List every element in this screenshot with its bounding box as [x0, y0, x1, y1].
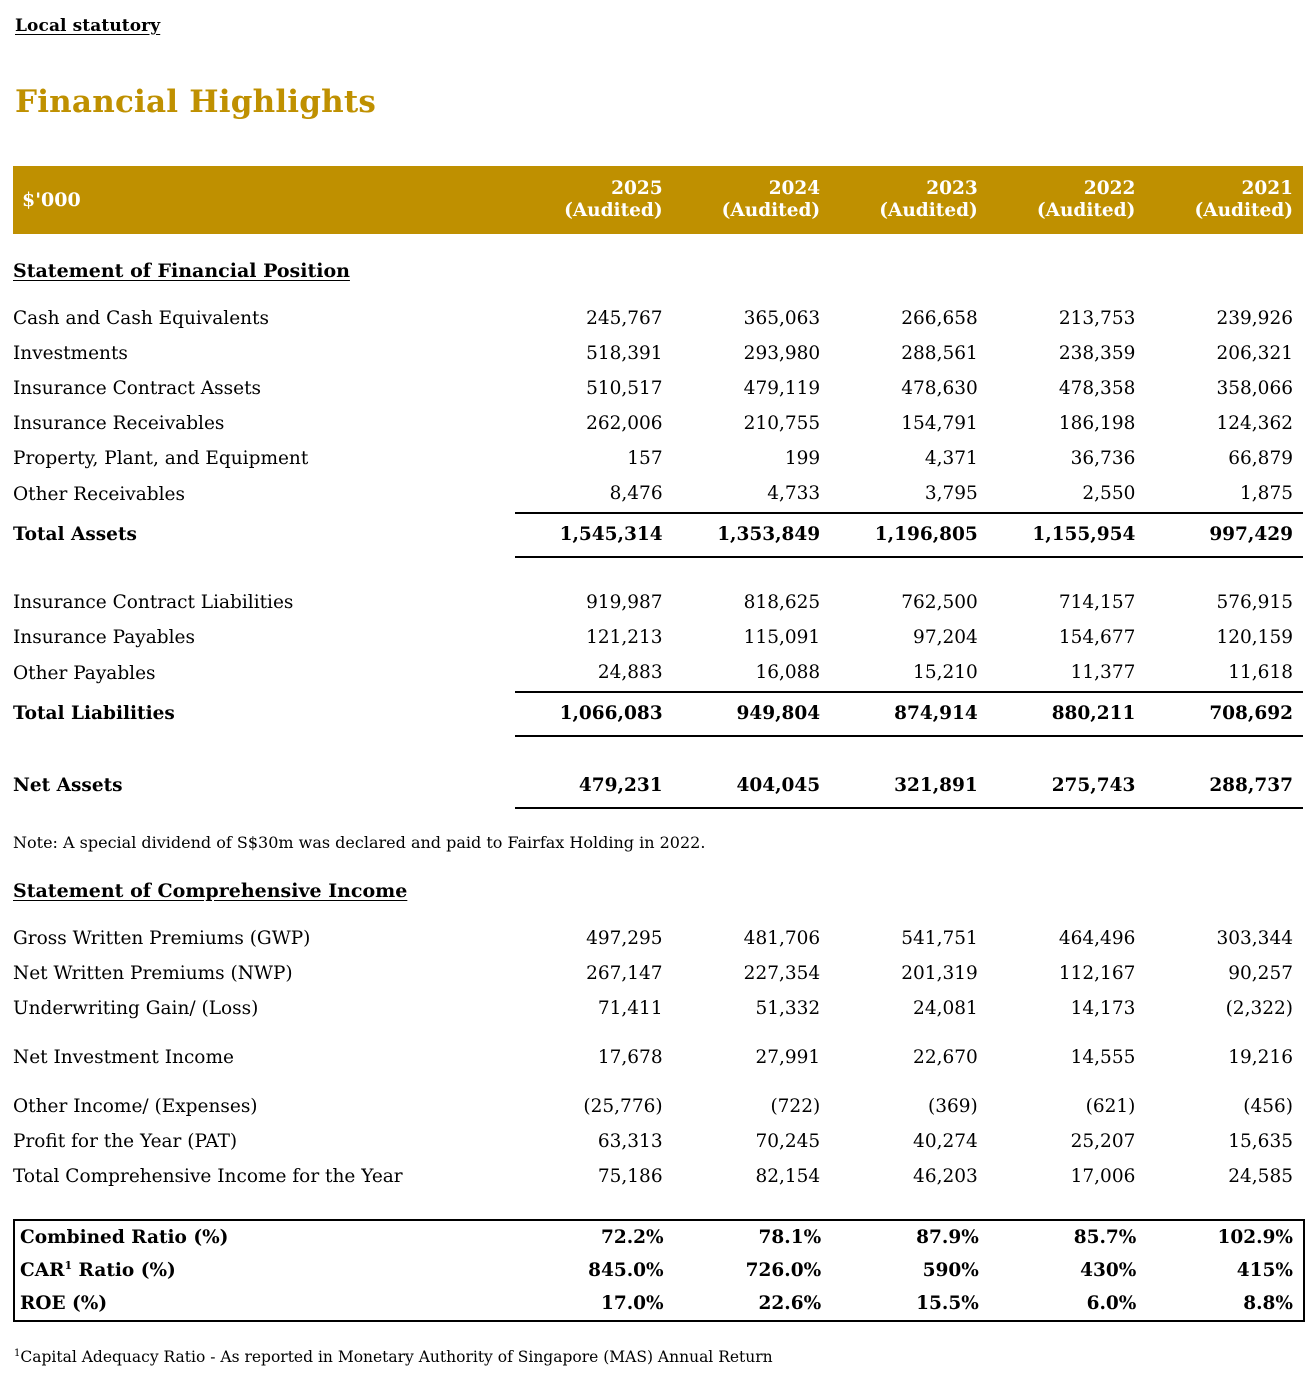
cell-2024: 404,045 — [673, 765, 831, 808]
spacer — [13, 736, 1303, 765]
column-year: 2024 — [768, 178, 821, 200]
cell-2021: 8.8% — [1243, 1293, 1293, 1314]
cell-2023: 3,795 — [924, 483, 978, 505]
cell-2022: 14,173 — [1070, 998, 1136, 1020]
row-label: Property, Plant, and Equipment — [13, 448, 309, 470]
table-row — [13, 621, 1303, 656]
cell-2022: 36,736 — [1070, 448, 1136, 470]
spacer — [13, 908, 1303, 922]
row-label: Insurance Contract Assets — [13, 378, 262, 400]
row-label — [14, 1254, 516, 1287]
cell-2025: 245,767 — [586, 308, 663, 330]
cell-2022: 6.0% — [1086, 1293, 1137, 1314]
cell-2025: 72.2% — [600, 1227, 664, 1248]
cell-2022: 11,377 — [1070, 662, 1136, 684]
row-label: Total Liabilities — [13, 702, 175, 724]
cell-2024: 210,755 — [743, 413, 821, 435]
footnote-marker: 1 — [64, 1258, 73, 1272]
cell-2022: 2,550 — [1082, 483, 1136, 505]
cell-2022: 430% — [1080, 1260, 1137, 1281]
cell-2025: 8,476 — [609, 483, 663, 505]
column-header-2024 — [673, 166, 831, 234]
cell-2025: 75,186 — [597, 1166, 663, 1188]
table-row — [13, 337, 1303, 372]
row-label: Total Comprehensive Income for the Year — [13, 1166, 403, 1188]
column-year: 2022 — [1083, 178, 1136, 200]
cell-2023: 46,203 — [913, 1166, 978, 1188]
table-row — [13, 1125, 1303, 1160]
ratio-row-car — [14, 1254, 1304, 1287]
cell-2024: 726.0% — [745, 1260, 822, 1281]
footnote — [14, 1348, 773, 1366]
cell-2021: (456) — [1243, 1096, 1293, 1118]
row-label: ROE (%) — [20, 1293, 108, 1314]
column-status: (Audited) — [721, 200, 821, 221]
cell-2023: (369) — [928, 1096, 978, 1118]
cell-2025: 267,147 — [586, 963, 663, 985]
cell-2022: 154,677 — [1058, 627, 1136, 649]
cell-2023: 154,791 — [901, 413, 978, 435]
cell-2024: 949,804 — [673, 692, 831, 736]
cell-2023: 4,371 — [924, 448, 978, 470]
section-title-financial-position: Statement of Financial Position — [13, 260, 350, 282]
table-row — [13, 922, 1303, 957]
cell-2021: 415% — [1236, 1260, 1293, 1281]
cell-2022: 714,157 — [1058, 592, 1136, 614]
cell-2021: 24,585 — [1228, 1166, 1293, 1188]
cell-2022: 464,496 — [1058, 928, 1136, 950]
cell-2023: 288,561 — [901, 343, 978, 365]
row-label-post: Ratio (%) — [72, 1260, 176, 1281]
row-label: Other Income/ (Expenses) — [13, 1096, 258, 1118]
cell-2023: 762,500 — [901, 592, 978, 614]
cell-2023: 478,630 — [901, 378, 978, 400]
cell-2022: 85.7% — [1073, 1227, 1137, 1248]
row-label: Insurance Payables — [13, 627, 195, 649]
cell-2022: 275,743 — [988, 765, 1146, 808]
row-label: Gross Written Premiums (GWP) — [13, 928, 311, 950]
column-status: (Audited) — [564, 200, 663, 221]
spacer — [13, 1076, 1303, 1090]
cell-2022: 880,211 — [988, 692, 1146, 736]
column-header-2023 — [830, 166, 988, 234]
cell-2021: 576,915 — [1216, 592, 1293, 614]
column-header-2022 — [988, 166, 1146, 234]
cell-2023: 874,914 — [830, 692, 988, 736]
cell-2024: 365,063 — [743, 308, 821, 330]
cell-2023: 15,210 — [913, 662, 978, 684]
table-row — [13, 1090, 1303, 1125]
cell-2022: 186,198 — [1058, 413, 1136, 435]
cell-2024: 1,353,849 — [673, 513, 831, 557]
row-label: Net Written Premiums (NWP) — [13, 963, 293, 985]
cell-2023: 22,670 — [913, 1047, 978, 1069]
cell-2025: 919,987 — [586, 592, 663, 614]
cell-2021: 90,257 — [1228, 963, 1293, 985]
column-status: (Audited) — [1194, 200, 1293, 221]
column-status: (Audited) — [1036, 200, 1136, 221]
ratio-row-roe — [14, 1287, 1304, 1321]
column-year: 2025 — [611, 178, 663, 200]
column-year: 2021 — [1241, 178, 1293, 200]
row-label: Cash and Cash Equivalents — [13, 308, 269, 330]
row-label: Insurance Contract Liabilities — [13, 592, 294, 614]
column-header-2021 — [1145, 166, 1303, 234]
cell-2021: 708,692 — [1145, 692, 1303, 736]
cell-2024: 27,991 — [755, 1047, 821, 1069]
row-label-pre: CAR — [20, 1260, 65, 1281]
footnote-text: Capital Adequacy Ratio - As reported in Monetary Authority of Singapore (MAS) Annual Return — [20, 1348, 773, 1366]
column-status: (Audited) — [879, 200, 978, 221]
cell-2025: 24,883 — [597, 662, 663, 684]
table-row — [13, 442, 1303, 477]
row-label: Combined Ratio (%) — [20, 1227, 229, 1248]
cell-2022: 14,555 — [1070, 1047, 1136, 1069]
cell-2022: 1,155,954 — [988, 513, 1146, 557]
cell-2024: 818,625 — [743, 592, 821, 614]
column-header-2025 — [515, 166, 673, 234]
cell-2025: 1,545,314 — [515, 513, 673, 557]
row-label: Net Assets — [13, 775, 123, 797]
table-row — [13, 656, 1303, 692]
cell-2023: 590% — [922, 1260, 979, 1281]
row-label: Other Payables — [13, 662, 156, 684]
row-label: Investments — [13, 343, 128, 365]
cell-2023: 1,196,805 — [830, 513, 988, 557]
cell-2023: 15.5% — [916, 1293, 979, 1314]
cell-2025: 845.0% — [588, 1260, 664, 1281]
cell-2025: 479,231 — [515, 765, 673, 808]
cell-2024: 82,154 — [755, 1166, 821, 1188]
section-title-comprehensive-income: Statement of Comprehensive Income — [13, 880, 408, 902]
cell-2022: 17,006 — [1070, 1166, 1136, 1188]
page-kicker: Local statutory — [15, 16, 161, 36]
cell-2023: 87.9% — [916, 1227, 979, 1248]
row-label: Underwriting Gain/ (Loss) — [13, 998, 259, 1020]
row-label: Net Investment Income — [13, 1047, 234, 1069]
cell-2025: 17.0% — [600, 1293, 664, 1314]
cell-2024: 16,088 — [755, 662, 821, 684]
table-row-total-assets — [13, 513, 1303, 557]
cell-2024: 293,980 — [743, 343, 821, 365]
cell-2023: 201,319 — [901, 963, 978, 985]
column-year: 2023 — [926, 178, 978, 200]
cell-2022: (621) — [1085, 1096, 1136, 1118]
cell-2023: 24,081 — [913, 998, 978, 1020]
cell-2024: 227,354 — [743, 963, 821, 985]
section-heading-row — [13, 234, 1303, 288]
cell-2025: 518,391 — [586, 343, 663, 365]
table-row — [13, 372, 1303, 407]
cell-2021: 15,635 — [1228, 1131, 1293, 1153]
cell-2022: 238,359 — [1058, 343, 1136, 365]
cell-2021: 66,879 — [1228, 448, 1293, 470]
cell-2021: 288,737 — [1145, 765, 1303, 808]
dividend-note: Note: A special dividend of S$30m was declared and paid to Fairfax Holding in 2022. — [13, 833, 706, 852]
row-label: Total Assets — [13, 523, 137, 545]
cell-2024: 479,119 — [743, 378, 821, 400]
cell-2024: 4,733 — [767, 483, 821, 505]
footnote-marker: 1 — [14, 1347, 21, 1359]
cell-2025: 497,295 — [586, 928, 663, 950]
cell-2021: 358,066 — [1216, 378, 1293, 400]
cell-2024: 22.6% — [758, 1293, 822, 1314]
note-row — [13, 808, 1303, 854]
section-heading-row — [13, 854, 1303, 908]
cell-2021: 997,429 — [1145, 513, 1303, 557]
cell-2025: 17,678 — [597, 1047, 663, 1069]
unit-label: $'000 — [13, 166, 515, 234]
cell-2021: (2,322) — [1225, 998, 1293, 1020]
cell-2024: 199 — [784, 448, 821, 470]
spacer — [13, 288, 1303, 302]
cell-2024: (722) — [770, 1096, 821, 1118]
table-row — [13, 407, 1303, 442]
cell-2024: 78.1% — [758, 1227, 822, 1248]
key-ratios-table — [13, 1219, 1305, 1322]
cell-2021: 124,362 — [1216, 413, 1293, 435]
cell-2025: 121,213 — [586, 627, 663, 649]
row-label: Profit for the Year (PAT) — [13, 1131, 238, 1153]
cell-2023: 97,204 — [913, 627, 978, 649]
table-row — [13, 302, 1303, 337]
cell-2024: 70,245 — [755, 1131, 821, 1153]
cell-2021: 206,321 — [1216, 343, 1293, 365]
table-row-net-assets — [13, 765, 1303, 808]
spacer — [13, 1027, 1303, 1041]
table-header-row — [13, 166, 1303, 234]
table-row — [13, 1160, 1303, 1195]
cell-2024: 481,706 — [743, 928, 821, 950]
cell-2025: 1,066,083 — [515, 692, 673, 736]
cell-2021: 239,926 — [1216, 308, 1293, 330]
cell-2021: 303,344 — [1216, 928, 1293, 950]
cell-2025: 63,313 — [597, 1131, 663, 1153]
cell-2024: 115,091 — [743, 627, 821, 649]
table-row-total-liabilities — [13, 692, 1303, 736]
spacer — [13, 557, 1303, 586]
cell-2021: 120,159 — [1216, 627, 1293, 649]
cell-2022: 478,358 — [1058, 378, 1136, 400]
cell-2025: 157 — [627, 448, 663, 470]
table-row — [13, 477, 1303, 513]
table-row — [13, 1041, 1303, 1076]
cell-2022: 112,167 — [1058, 963, 1136, 985]
ratio-row-combined — [14, 1220, 1304, 1254]
cell-2025: 262,006 — [586, 413, 663, 435]
table-row — [13, 586, 1303, 621]
cell-2023: 40,274 — [913, 1131, 978, 1153]
cell-2022: 25,207 — [1070, 1131, 1136, 1153]
cell-2022: 213,753 — [1058, 308, 1136, 330]
cell-2025: 71,411 — [597, 998, 663, 1020]
cell-2021: 19,216 — [1228, 1047, 1293, 1069]
cell-2024: 51,332 — [755, 998, 821, 1020]
row-label: Insurance Receivables — [13, 413, 225, 435]
table-row — [13, 957, 1303, 992]
cell-2021: 1,875 — [1240, 483, 1293, 505]
cell-2025: 510,517 — [586, 378, 663, 400]
row-label: Other Receivables — [13, 483, 185, 505]
table-row — [13, 992, 1303, 1027]
financial-highlights-table — [13, 166, 1303, 1195]
page-title: Financial Highlights — [15, 84, 377, 120]
cell-2023: 266,658 — [901, 308, 978, 330]
cell-2023: 541,751 — [901, 928, 978, 950]
cell-2021: 102.9% — [1217, 1227, 1293, 1248]
cell-2023: 321,891 — [830, 765, 988, 808]
cell-2021: 11,618 — [1228, 662, 1293, 684]
cell-2025: (25,776) — [583, 1096, 663, 1118]
